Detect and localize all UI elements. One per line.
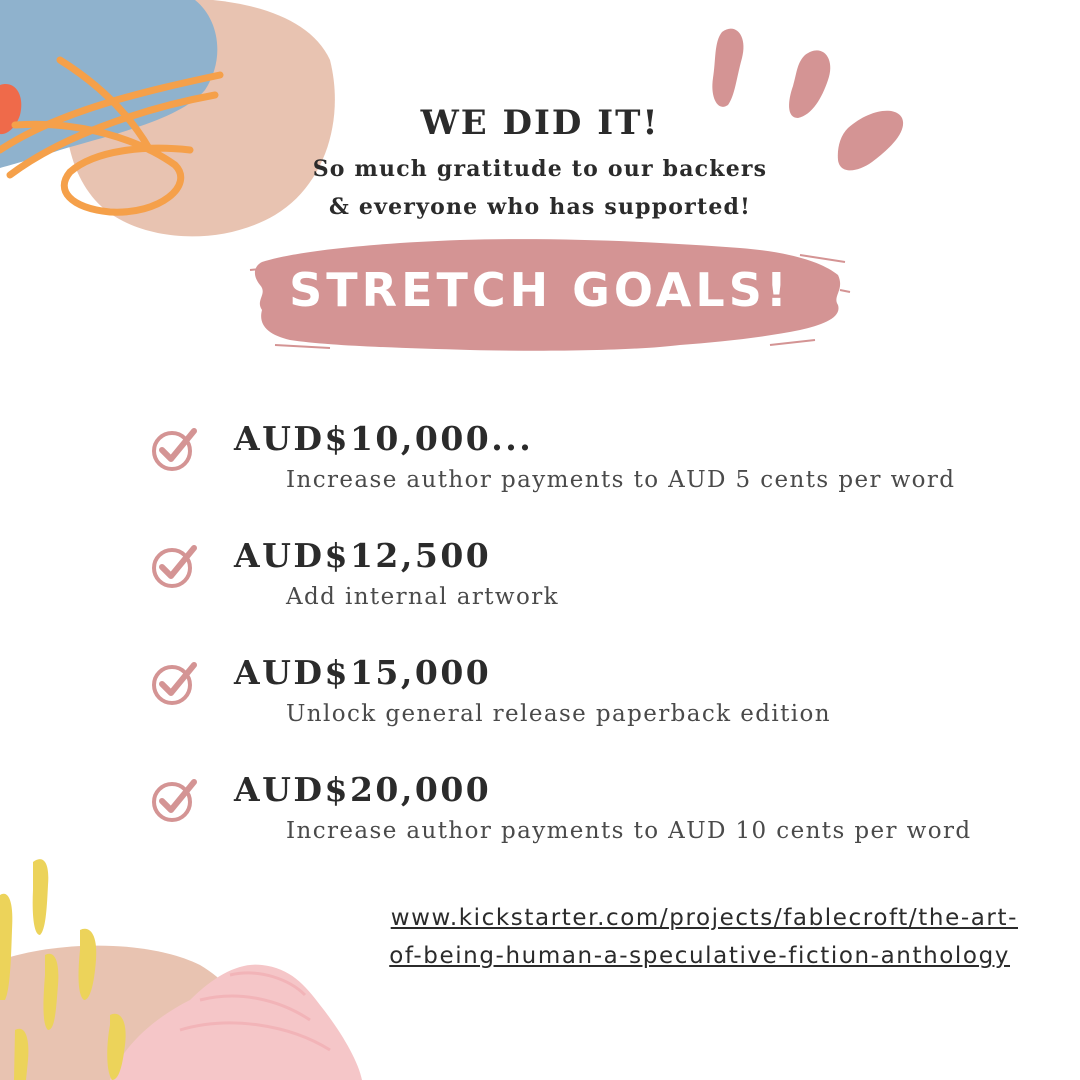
goal-description: Increase author payments to AUD 5 cents per word [286, 467, 956, 493]
kickstarter-link-line-1[interactable]: www.kickstarter.com/projects/fablecroft/the-art- [390, 905, 1018, 931]
kickstarter-link-line-2[interactable]: of-being-human-a-speculative-fiction-anthology [389, 943, 1010, 969]
goal-amount: AUD$20,000 [234, 770, 492, 809]
page-title: WE DID IT! [420, 103, 660, 143]
checkmark-circle-icon [150, 425, 200, 475]
goal-description: Increase author payments to AUD 10 cents per word [286, 818, 972, 844]
checkmark-circle-icon [150, 542, 200, 592]
gratitude-line-1: So much gratitude to our backers [312, 156, 768, 182]
goal-amount: AUD$15,000 [234, 653, 492, 692]
goal-amount: AUD$12,500 [234, 536, 492, 575]
checkmark-circle-icon [150, 776, 200, 826]
rose-stroke-1 [712, 29, 743, 107]
stretch-goals-banner: STRETCH GOALS! [289, 263, 791, 317]
checkmark-circle-icon [150, 659, 200, 709]
goal-description: Unlock general release paperback edition [286, 701, 831, 727]
gratitude-line-2: & everyone who has supported! [329, 194, 751, 220]
goal-description: Add internal artwork [286, 584, 559, 610]
goal-amount: AUD$10,000... [234, 419, 534, 458]
